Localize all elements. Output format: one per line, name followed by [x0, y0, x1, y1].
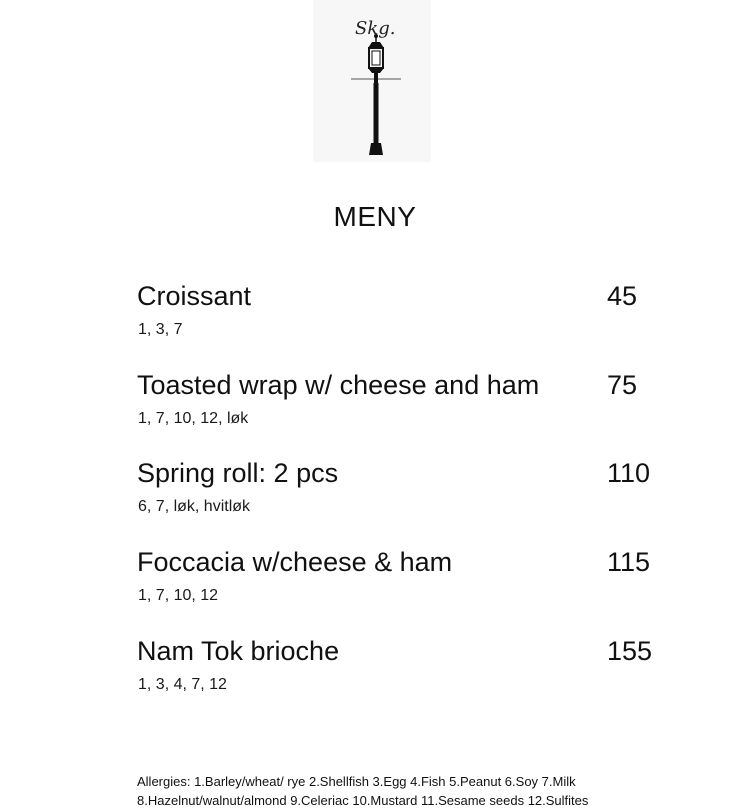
item-name: Spring roll: 2 pcs	[137, 458, 339, 488]
menu-item	[137, 280, 667, 360]
menu-title: MENY	[333, 201, 417, 232]
item-name: Croissant	[137, 281, 252, 311]
menu-item	[137, 369, 667, 449]
item-price: 75	[607, 370, 638, 400]
allergies-legend	[137, 772, 737, 810]
item-allergens: 6, 7, løk, hvitløk	[138, 498, 251, 515]
item-allergens: 1, 7, 10, 12	[138, 587, 219, 604]
item-price: 110	[607, 458, 651, 488]
item-price: 155	[607, 636, 653, 666]
monogram	[313, 0, 431, 40]
item-allergens: 1, 7, 10, 12, løk	[138, 410, 249, 427]
menu-item	[137, 635, 667, 715]
item-allergens: 1, 3, 7	[138, 321, 183, 338]
menu-item	[137, 457, 667, 537]
item-price: 115	[607, 547, 651, 577]
logo	[313, 0, 431, 162]
item-price: 45	[607, 281, 638, 311]
item-name: Foccacia w/cheese & ham	[137, 547, 453, 577]
item-name: Toasted wrap w/ cheese and ham	[137, 370, 540, 400]
item-name: Nam Tok brioche	[137, 636, 340, 666]
menu-item	[137, 546, 667, 626]
allergies-line: 8.Hazelnut/walnut/almond 9.Celeriac 10.Mustard 11.Sesame seeds 12.Sulfites	[137, 793, 589, 808]
item-allergens: 1, 3, 4, 7, 12	[138, 676, 227, 693]
svg-text:Skg.: Skg.	[355, 18, 396, 39]
allergies-line: Allergies: 1.Barley/wheat/ rye 2.Shellfish 3.Egg 4.Fish 5.Peanut 6.Soy 7.Milk	[137, 774, 576, 789]
